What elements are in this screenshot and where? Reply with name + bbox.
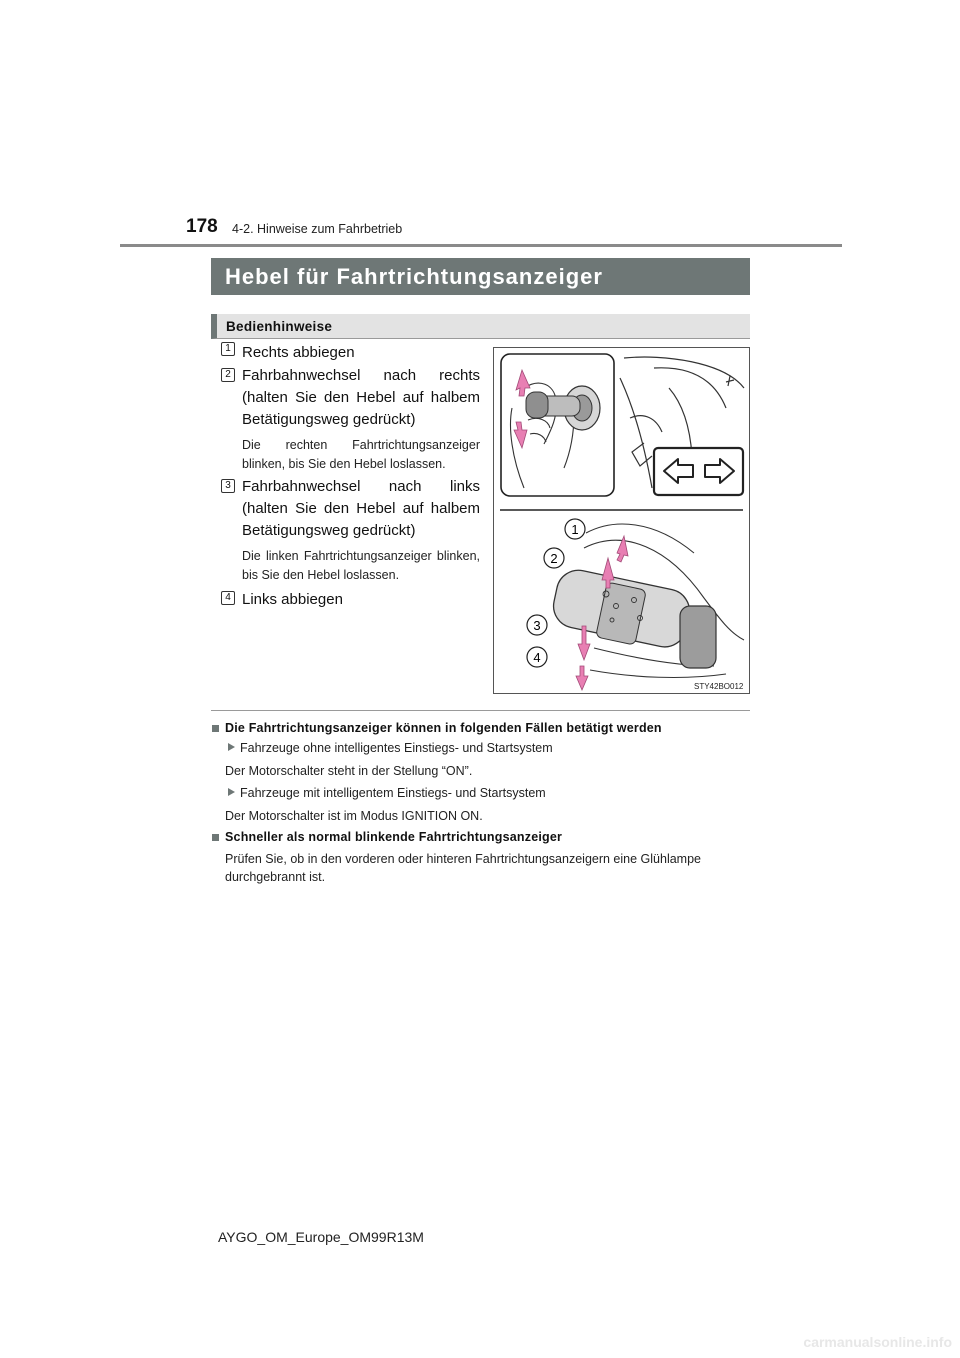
info-heading-1: Die Fahrtrichtungsanzeiger können in folgenden Fällen betätigt werden <box>225 721 662 735</box>
square-bullet-icon <box>212 834 219 841</box>
info-2-text: Prüfen Sie, ob in den vorderen oder hinteren Fahrtrichtungsanzeigern eine Glühlampe durchgebrannt ist. <box>225 852 701 884</box>
turn-signal-illustration <box>493 347 750 694</box>
step-4-text: Links abbiegen <box>242 591 343 608</box>
step-2-text: Fahrbahnwechsel nach rechts (halten Sie den Hebel auf halbem Betätigungsweg gedrückt) <box>242 367 480 428</box>
lever-illustration-svg <box>494 348 749 693</box>
page-title: Hebel für Fahrtrichtungsanzeiger <box>225 263 603 289</box>
info-1-item-2-text: Der Motorschalter ist im Modus IGNITION ON. <box>225 809 483 823</box>
step-3-badge: 3 <box>221 479 235 493</box>
square-bullet-icon <box>212 725 219 732</box>
callout-1: 1 <box>571 522 579 537</box>
header-divider <box>120 244 842 247</box>
info-1-item-1-text: Der Motorschalter steht in der Stellung “ON”. <box>225 764 473 778</box>
info-1-item-2-bullet: Fahrzeuge mit intelligentem Einstiegs- und Startsystem <box>240 786 546 800</box>
subtitle-bar <box>211 314 750 339</box>
step-2-note: Die rechten Fahrtrichtungsanzeiger blinken, bis Sie den Hebel loslassen. <box>242 438 480 471</box>
document-footer-code: AYGO_OM_Europe_OM99R13M <box>218 1229 424 1245</box>
title-bar <box>211 258 750 295</box>
step-1-text: Rechts abbiegen <box>242 344 355 361</box>
page-number: 178 <box>186 216 218 237</box>
watermark: carmanualsonline.info <box>803 1334 952 1350</box>
step-3-text: Fahrbahnwechsel nach links (halten Sie den Hebel auf halbem Betätigungsweg gedrückt) <box>242 478 480 539</box>
arrow-bullet-icon <box>228 743 235 751</box>
content-divider <box>211 710 750 711</box>
callout-4: 4 <box>533 650 541 665</box>
step-2-badge: 2 <box>221 368 235 382</box>
arrow-bullet-icon <box>228 788 235 796</box>
callout-2: 2 <box>550 551 558 566</box>
subtitle: Bedienhinweise <box>226 318 333 334</box>
step-1-badge: 1 <box>221 342 235 356</box>
info-1-item-1-bullet: Fahrzeuge ohne intelligentes Einstiegs- und Startsystem <box>240 741 553 755</box>
step-3-note: Die linken Fahrtrichtungsanzeiger blinken, bis Sie den Hebel loslassen. <box>242 549 480 582</box>
info-heading-2: Schneller als normal blinkende Fahrtrichtungsanzeiger <box>225 830 563 844</box>
step-4-badge: 4 <box>221 591 235 605</box>
callout-3: 3 <box>533 618 541 633</box>
illustration-code: STY42BO012 <box>694 682 744 691</box>
section-reference: 4-2. Hinweise zum Fahrbetrieb <box>232 222 403 236</box>
